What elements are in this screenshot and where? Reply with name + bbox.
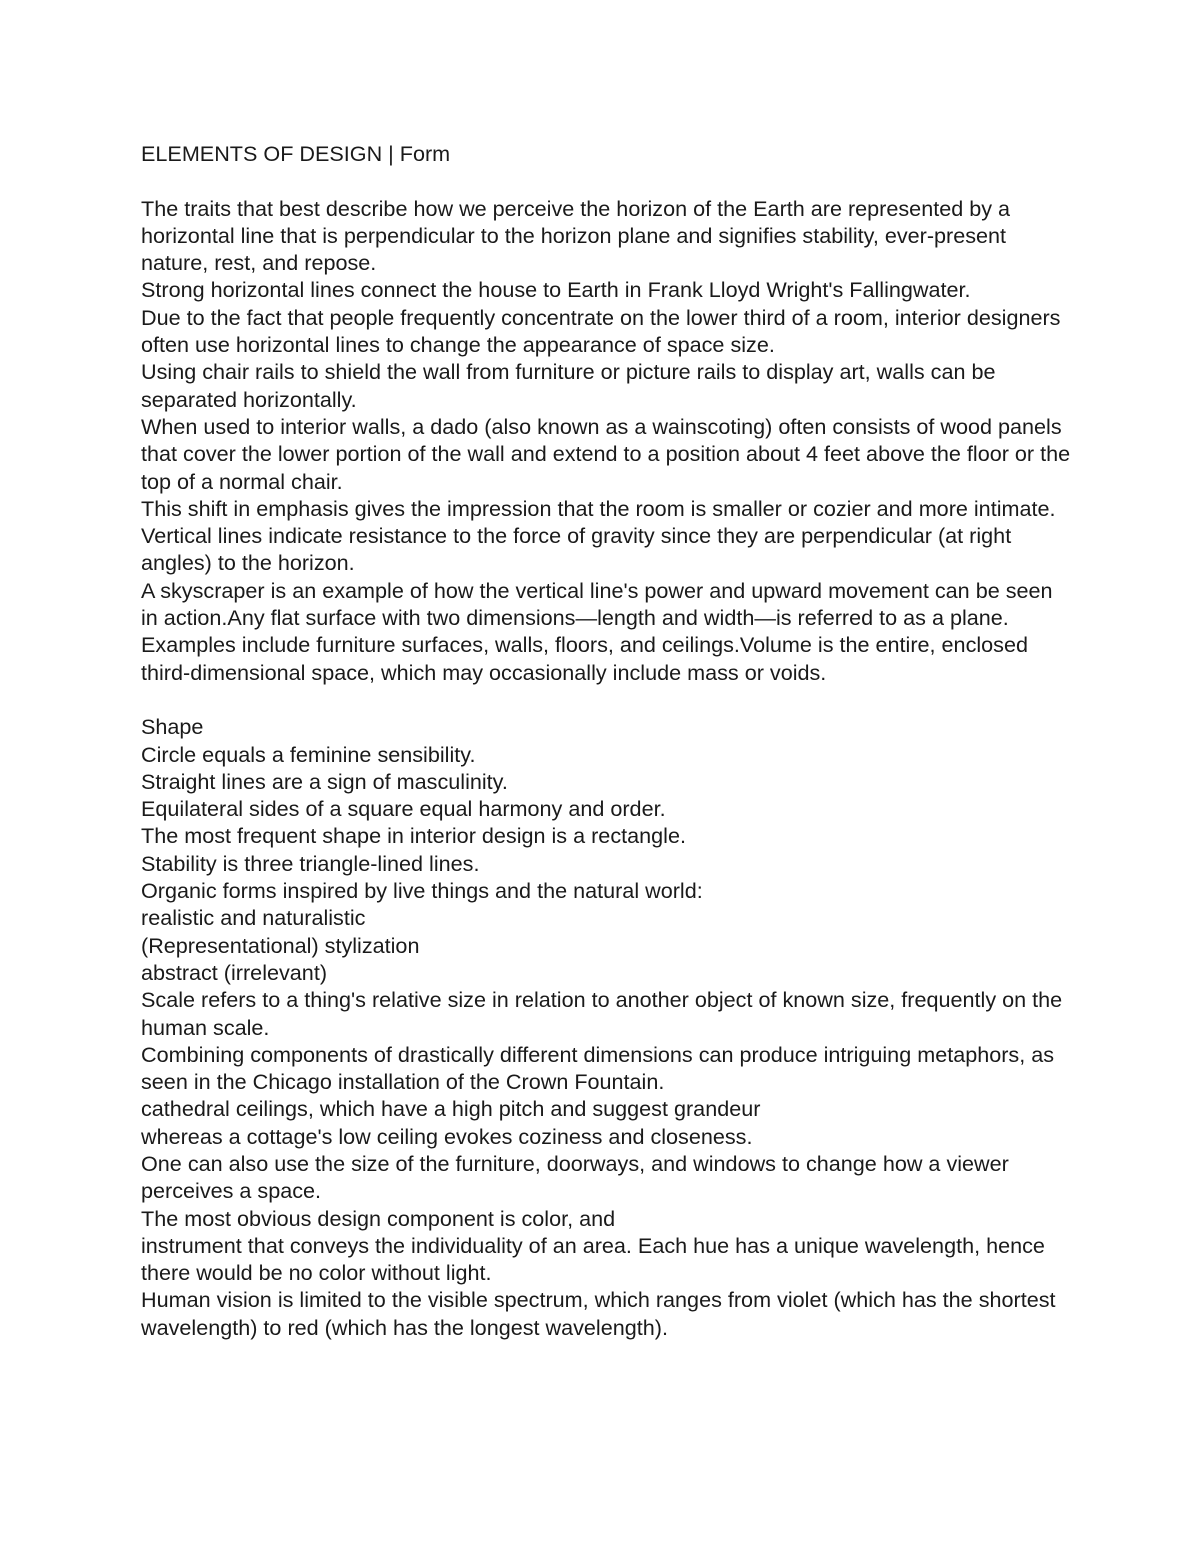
paragraph-scale: Scale refers to a thing's relative size in relation to another object of known size, frequently on the human scale. (141, 987, 1063, 1040)
document-page (141, 140, 1071, 1341)
line-abstract: abstract (irrelevant) (141, 959, 328, 985)
paragraph-dado: When used to interior walls, a dado (also known as a wainscoting) often consists of wood panels that cover the lower portion of the wall and extend to a position about 4 feet above the floor or the top of a normal chair. (141, 413, 1071, 494)
line-realistic: realistic and naturalistic (141, 905, 366, 931)
paragraph-lower-third: Due to the fact that people frequently concentrate on the lower third of a room, interior designers often use horizontal lines to change the appearance of space size. (141, 304, 1061, 358)
line-straight-lines: Straight lines are a sign of masculinity. (141, 768, 508, 794)
line-triangle: Stability is three triangle-lined lines. (141, 850, 480, 876)
document-title: ELEMENTS OF DESIGN | Form (141, 141, 451, 166)
line-rectangle: The most frequent shape in interior design is a rectangle. (141, 823, 686, 849)
paragraph-chair-rails: Using chair rails to shield the wall from furniture or picture rails to display art, walls can be separated horizontally. (141, 359, 996, 412)
line-square: Equilateral sides of a square equal harmony and order. (141, 796, 666, 822)
form-section (141, 195, 1071, 686)
paragraph-fallingwater: Strong horizontal lines connect the house to Earth in Frank Lloyd Wright's Fallingwater. (141, 277, 971, 303)
paragraph-vertical-lines: Vertical lines indicate resistance to the force of gravity since they are perpendicular (at right angles) to the horizon. (141, 523, 1012, 576)
line-cottage-ceiling: whereas a cottage's low ceiling evokes coziness and closeness. (141, 1123, 753, 1149)
line-circle: Circle equals a feminine sensibility. (141, 741, 476, 767)
paragraph-hue-wavelength: instrument that conveys the individuality of an area. Each hue has a unique wavelength, hence there would be no color without light. (141, 1232, 1045, 1286)
paragraph-furniture-size: One can also use the size of the furniture, doorways, and windows to change how a viewer perceives a space. (141, 1150, 1009, 1204)
blank-line (141, 686, 1071, 713)
line-stylization: (Representational) stylization (141, 932, 420, 958)
paragraph-emphasis: This shift in emphasis gives the impression that the room is smaller or cozier and more intimate. (141, 495, 1056, 521)
paragraph-horizon: The traits that best describe how we perceive the horizon of the Earth are represented by a horizontal line that is perpendicular to the horizon plane and signifies stability, ever-present nature, rest, and repose. (141, 195, 1011, 276)
line-cathedral-ceilings: cathedral ceilings, which have a high pitch and suggest grandeur (141, 1096, 761, 1122)
shape-heading: Shape (141, 714, 204, 740)
line-color: The most obvious design component is color, and (141, 1205, 616, 1231)
paragraph-crown-fountain: Combining components of drastically different dimensions can produce intriguing metaphors, as seen in the Chicago installation of the Crown Fountain. (141, 1041, 1055, 1095)
line-organic-forms: Organic forms inspired by live things and the natural world: (141, 878, 703, 904)
paragraph-visible-spectrum: Human vision is limited to the visible spectrum, which ranges from violet (which has the shortest wavelength) to red (which has the longest wavelength). (141, 1287, 1056, 1340)
paragraph-skyscraper: A skyscraper is an example of how the vertical line's power and upward movement can be seen in action.Any flat surface with two dimensions—length and width—is referred to as a plane. Examples include furniture surfaces, walls, floors, and ceilings.Volume is the entire, enclosed third-dimensional space, which may occasionally include mass or voids. (141, 577, 1053, 685)
shape-section (141, 741, 1071, 1342)
